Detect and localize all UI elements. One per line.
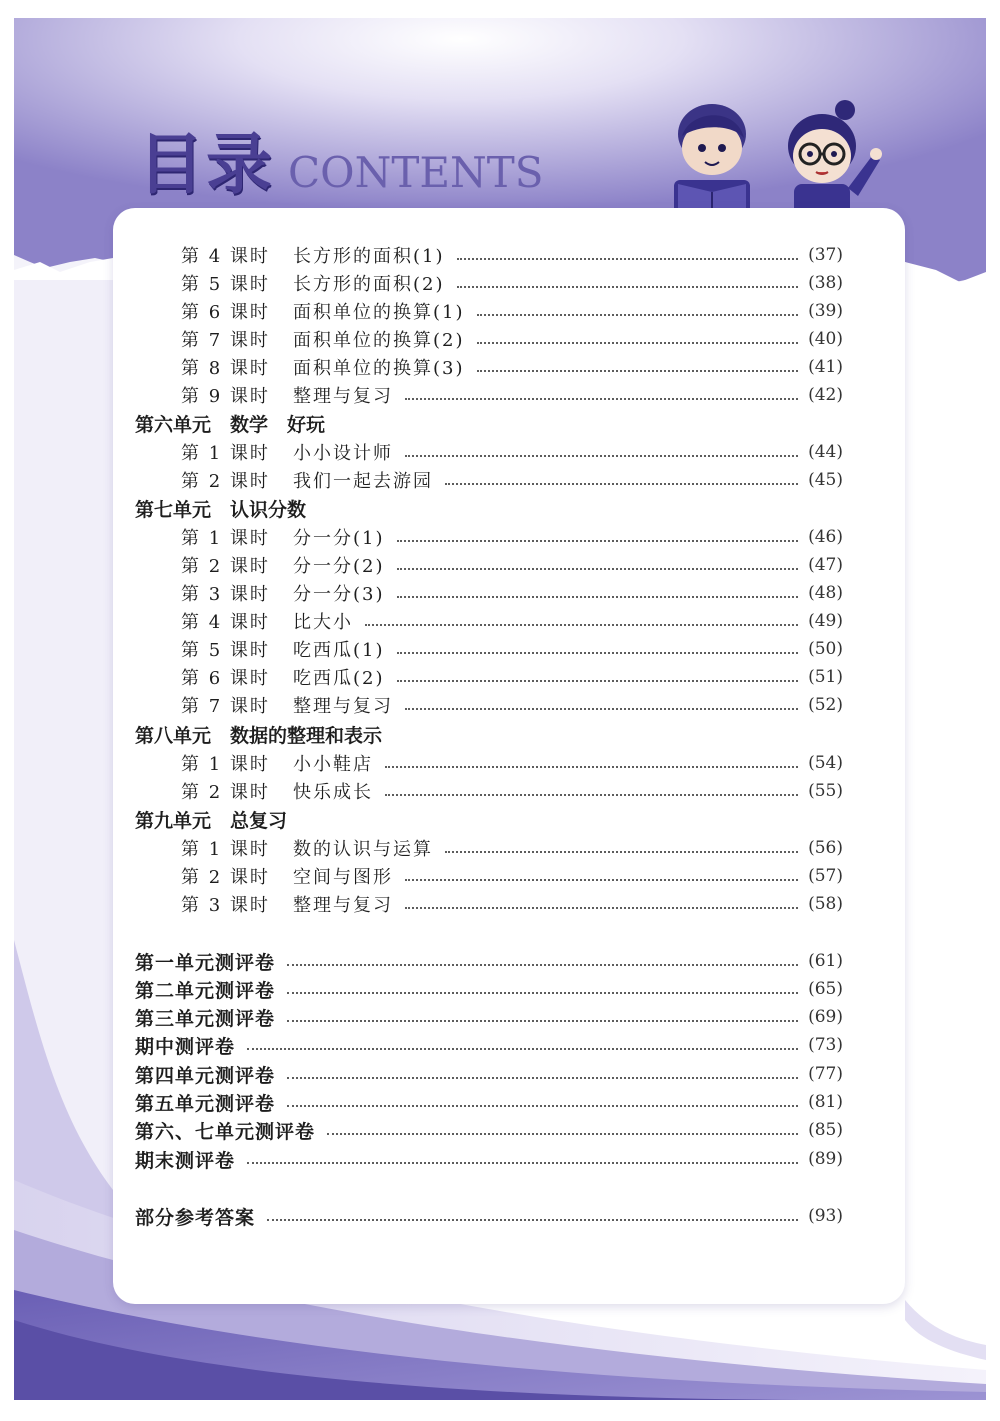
dot-leader — [267, 1217, 798, 1221]
toc-item[interactable] — [181, 749, 843, 777]
lesson-title: 分一分(2) — [293, 556, 385, 577]
dot-leader — [385, 764, 798, 768]
toc-item[interactable] — [181, 579, 843, 607]
dot-leader — [477, 340, 799, 344]
lesson-title: 快乐成长 — [293, 782, 373, 803]
lesson-title: 小小鞋店 — [293, 754, 373, 775]
page-number: (93) — [808, 1206, 843, 1226]
lesson-number: 第 6 课时 — [181, 668, 270, 689]
lesson-title: 整理与复习 — [293, 386, 393, 407]
lesson-title: 数的认识与运算 — [293, 839, 433, 860]
dot-leader — [397, 538, 799, 542]
lesson-title: 小小设计师 — [293, 443, 393, 464]
test-title: 第二单元测评卷 — [135, 979, 276, 1002]
test-title: 第五单元测评卷 — [135, 1092, 276, 1115]
unit-heading[interactable]: 第七单元 认识分数 — [135, 498, 307, 521]
lesson-number: 第 2 课时 — [181, 867, 270, 888]
page-number: (44) — [808, 442, 843, 462]
page-number: (49) — [808, 611, 843, 631]
page-number: (40) — [808, 329, 843, 349]
dot-leader — [397, 678, 799, 682]
lesson-title: 分一分(1) — [293, 528, 385, 549]
lesson-title: 我们一起去游园 — [293, 471, 433, 492]
dot-leader — [397, 566, 799, 570]
page-number: (55) — [808, 781, 843, 801]
page-number: (54) — [808, 753, 843, 773]
dot-leader — [405, 396, 798, 400]
dot-leader — [397, 594, 799, 598]
toc-item[interactable] — [181, 241, 843, 269]
toc-item[interactable] — [181, 635, 843, 663]
unit-heading[interactable]: 第八单元 数据的整理和表示 — [135, 724, 383, 747]
lesson-title: 分一分(3) — [293, 584, 385, 605]
page-number: (57) — [808, 866, 843, 886]
page-number: (58) — [808, 894, 843, 914]
page-number: (38) — [808, 273, 843, 293]
toc-item-test[interactable] — [135, 1031, 843, 1059]
lesson-number: 第 4 课时 — [181, 246, 270, 267]
toc-item[interactable] — [181, 353, 843, 381]
page-number: (48) — [808, 583, 843, 603]
dot-leader — [287, 962, 798, 966]
toc-item-test[interactable] — [135, 1060, 843, 1088]
lesson-number: 第 5 课时 — [181, 640, 270, 661]
lesson-number: 第 2 课时 — [181, 556, 270, 577]
lesson-number: 第 2 课时 — [181, 782, 270, 803]
dot-leader — [477, 368, 799, 372]
lesson-title: 面积单位的换算(2) — [293, 330, 465, 351]
test-title: 第三单元测评卷 — [135, 1007, 276, 1030]
page-number: (85) — [808, 1120, 843, 1140]
two-children-reading-icon — [660, 96, 890, 220]
lesson-number: 第 3 课时 — [181, 895, 270, 916]
page-number: (42) — [808, 385, 843, 405]
title-chinese: 目录 — [138, 126, 274, 203]
dot-leader — [457, 284, 799, 288]
lesson-title: 面积单位的换算(1) — [293, 302, 465, 323]
test-title: 第一单元测评卷 — [135, 951, 276, 974]
lesson-title: 整理与复习 — [293, 696, 393, 717]
page-number: (50) — [808, 639, 843, 659]
toc-item-test[interactable] — [135, 1003, 843, 1031]
page-number: (81) — [808, 1092, 843, 1112]
toc-item[interactable] — [181, 381, 843, 409]
toc-item[interactable] — [181, 523, 843, 551]
lesson-number: 第 1 课时 — [181, 443, 270, 464]
toc-item-test[interactable] — [135, 947, 843, 975]
dot-leader — [247, 1046, 798, 1050]
dot-leader — [405, 453, 798, 457]
unit-heading[interactable]: 第九单元 总复习 — [135, 809, 288, 832]
toc-item[interactable] — [181, 691, 843, 719]
lesson-title: 吃西瓜(2) — [293, 668, 385, 689]
toc-item[interactable] — [181, 607, 843, 635]
dot-leader — [457, 256, 799, 260]
lesson-number: 第 8 课时 — [181, 358, 270, 379]
dot-leader — [405, 905, 798, 909]
lesson-number: 第 1 课时 — [181, 754, 270, 775]
lesson-number: 第 6 课时 — [181, 302, 270, 323]
lesson-title: 空间与图形 — [293, 867, 393, 888]
lesson-title: 吃西瓜(1) — [293, 640, 385, 661]
test-title: 第四单元测评卷 — [135, 1064, 276, 1087]
dot-leader — [445, 481, 798, 485]
page-number: (41) — [808, 357, 843, 377]
page-number: (73) — [808, 1035, 843, 1055]
lesson-number: 第 1 课时 — [181, 839, 270, 860]
page-number: (45) — [808, 470, 843, 490]
title-english: CONTENTS — [288, 148, 544, 197]
toc-item-test[interactable] — [135, 975, 843, 1003]
page-number: (56) — [808, 838, 843, 858]
page-number: (89) — [808, 1149, 843, 1169]
page-number: (37) — [808, 245, 843, 265]
lesson-title: 长方形的面积(1) — [293, 246, 445, 267]
dot-leader — [287, 990, 798, 994]
dot-leader — [287, 1075, 798, 1079]
dot-leader — [327, 1131, 798, 1135]
toc-item[interactable] — [181, 297, 843, 325]
dot-leader — [287, 1018, 798, 1022]
lesson-number: 第 5 课时 — [181, 274, 270, 295]
toc-item-test[interactable] — [135, 1088, 843, 1116]
lesson-number: 第 1 课时 — [181, 528, 270, 549]
lesson-title: 比大小 — [293, 612, 353, 633]
page-number: (65) — [808, 979, 843, 999]
toc-item-test[interactable] — [135, 1145, 843, 1173]
dot-leader — [477, 312, 799, 316]
toc-item[interactable] — [181, 890, 843, 918]
toc-item-test[interactable] — [135, 1116, 843, 1144]
dot-leader — [365, 622, 798, 626]
lesson-number: 第 4 课时 — [181, 612, 270, 633]
dot-leader — [247, 1160, 798, 1164]
toc-item[interactable] — [181, 834, 843, 862]
test-title: 期末测评卷 — [135, 1149, 236, 1172]
lesson-number: 第 7 课时 — [181, 330, 270, 351]
lesson-number: 第 3 课时 — [181, 584, 270, 605]
toc-item[interactable] — [181, 438, 843, 466]
toc-item[interactable] — [181, 551, 843, 579]
page-number: (69) — [808, 1007, 843, 1027]
lesson-title: 长方形的面积(2) — [293, 274, 445, 295]
page-number: (52) — [808, 695, 843, 715]
toc-card — [113, 208, 905, 1304]
page-title — [138, 118, 544, 203]
lesson-number: 第 9 课时 — [181, 386, 270, 407]
dot-leader — [397, 650, 799, 654]
page-number: (46) — [808, 527, 843, 547]
lesson-title: 面积单位的换算(3) — [293, 358, 465, 379]
page-number: (77) — [808, 1064, 843, 1084]
dot-leader — [405, 877, 798, 881]
toc-item[interactable] — [181, 663, 843, 691]
toc-item[interactable] — [181, 325, 843, 353]
answers-title: 部分参考答案 — [135, 1206, 256, 1229]
toc-item-answers[interactable] — [135, 1202, 843, 1230]
test-title: 第六、七单元测评卷 — [135, 1120, 316, 1143]
lesson-number: 第 7 课时 — [181, 696, 270, 717]
toc-item[interactable] — [181, 862, 843, 890]
lesson-number: 第 2 课时 — [181, 471, 270, 492]
lesson-title: 整理与复习 — [293, 895, 393, 916]
test-title: 期中测评卷 — [135, 1035, 236, 1058]
page-number: (51) — [808, 667, 843, 687]
page-number: (61) — [808, 951, 843, 971]
page-number: (39) — [808, 301, 843, 321]
toc-item[interactable] — [181, 269, 843, 297]
dot-leader — [405, 706, 798, 710]
unit-heading[interactable]: 第六单元 数学 好玩 — [135, 413, 326, 436]
dot-leader — [445, 849, 798, 853]
dot-leader — [385, 792, 798, 796]
dot-leader — [287, 1103, 798, 1107]
page-number: (47) — [808, 555, 843, 575]
toc-item[interactable] — [181, 466, 843, 494]
toc-item[interactable] — [181, 777, 843, 805]
